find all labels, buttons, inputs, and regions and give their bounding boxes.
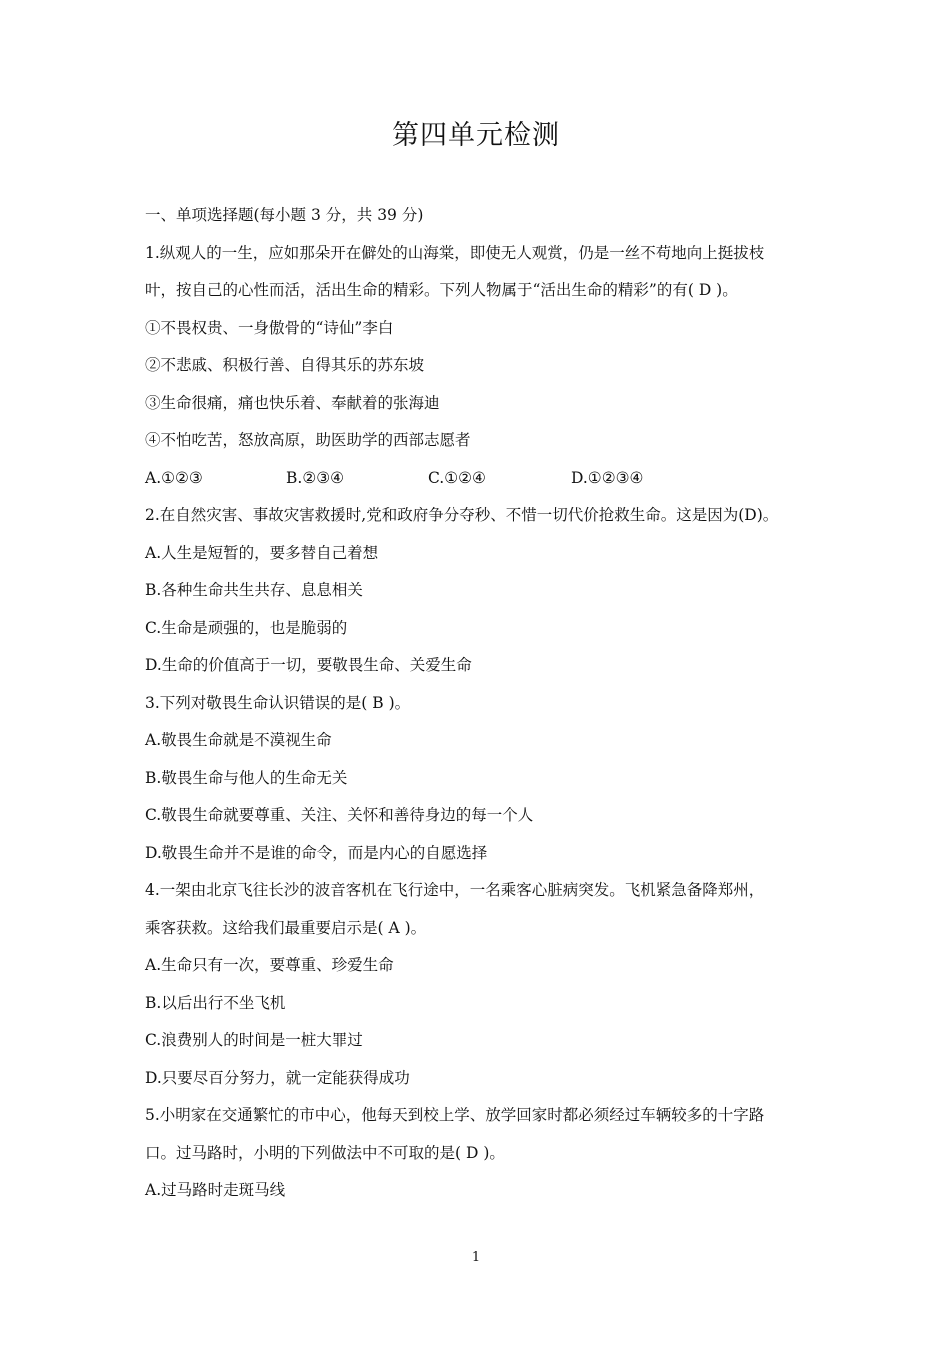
question-4 xyxy=(145,872,825,1097)
page-number: 1 xyxy=(471,1250,481,1265)
question-4-option-b: B.以后出行不坐飞机 xyxy=(145,993,286,1012)
question-2-option-a: A.人生是短暂的，要多替自己着想 xyxy=(145,543,379,562)
question-3-option-d: D.敬畏生命并不是谁的命令，而是内心的自愿选择 xyxy=(145,843,488,862)
question-1-statement-4: ④不怕吃苦，怒放高原，助医助学的西部志愿者 xyxy=(145,431,471,449)
question-5-option-a: A.过马路时走斑马线 xyxy=(145,1181,286,1199)
question-4-stem-line-1: 4.一架由北京飞往长沙的波音客机在飞行途中，一名乘客心脏病突发。飞机紧急备降郑州， xyxy=(145,881,765,899)
question-1-stem-line-1: 1.纵观人的一生，应如那朵开在僻处的山海棠，即使无人观赏，仍是一丝不苟地向上挺拔枝 xyxy=(145,243,765,262)
question-1 xyxy=(145,235,825,498)
question-2-stem: 2.在自然灾害、事故灾害救援时,党和政府争分夺秒、不惜一切代价抢救生命。这是因为(D)。 xyxy=(145,506,779,524)
question-1-option-b: B.②③④ xyxy=(286,468,345,487)
question-1-stem-line-2: 叶，按自己的心性而活，活出生命的精彩。下列人物属于“活出生命的精彩”的有( D )。 xyxy=(145,281,738,299)
question-4-option-d: D.只要尽百分努力，就一定能获得成功 xyxy=(145,1068,410,1087)
question-5-stem-line-2: 口。过马路时，小明的下列做法中不可取的是( D )。 xyxy=(145,1143,505,1162)
question-1-statement-2: ②不悲戚、积极行善、自得其乐的苏东坡 xyxy=(145,356,425,374)
question-4-stem-line-2: 乘客获救。这给我们最重要启示是( A )。 xyxy=(145,918,427,937)
section-heading: 一、单项选择题(每小题 3 分，共 39 分) xyxy=(145,206,424,224)
question-3-option-b: B.敬畏生命与他人的生命无关 xyxy=(145,768,348,787)
question-5-stem-line-1: 5.小明家在交通繁忙的市中心，他每天到校上学、放学回家时都必须经过车辆较多的十字路 xyxy=(145,1106,765,1124)
question-2 xyxy=(145,497,825,685)
question-4-option-c: C.浪费别人的时间是一桩大罪过 xyxy=(145,1031,363,1049)
question-2-option-b: B.各种生命共生共存、息息相关 xyxy=(145,581,363,599)
question-5 xyxy=(145,1097,825,1210)
question-2-option-d: D.生命的价值高于一切，要敬畏生命、关爱生命 xyxy=(145,656,472,674)
document-body xyxy=(145,197,825,1210)
page-title: 第四单元检测 xyxy=(392,120,560,151)
question-1-option-a: A.①②③ xyxy=(145,468,203,487)
question-3-option-a: A.敬畏生命就是不漠视生命 xyxy=(145,731,332,749)
question-1-option-d: D.①②③④ xyxy=(571,468,644,487)
question-1-statement-1: ①不畏权贵、一身傲骨的“诗仙”李白 xyxy=(145,318,394,337)
question-1-options-row xyxy=(145,460,825,498)
question-4-option-a: A.生命只有一次，要尊重、珍爱生命 xyxy=(145,956,394,974)
question-1-option-c: C.①②④ xyxy=(428,468,486,487)
question-2-option-c: C.生命是顽强的，也是脆弱的 xyxy=(145,618,348,637)
question-3-stem: 3.下列对敬畏生命认识错误的是( B )。 xyxy=(145,693,411,712)
question-1-statement-3: ③生命很痛，痛也快乐着、奉献着的张海迪 xyxy=(145,393,440,412)
question-3-option-c: C.敬畏生命就要尊重、关注、关怀和善待身边的每一个人 xyxy=(145,806,534,824)
question-3 xyxy=(145,685,825,873)
